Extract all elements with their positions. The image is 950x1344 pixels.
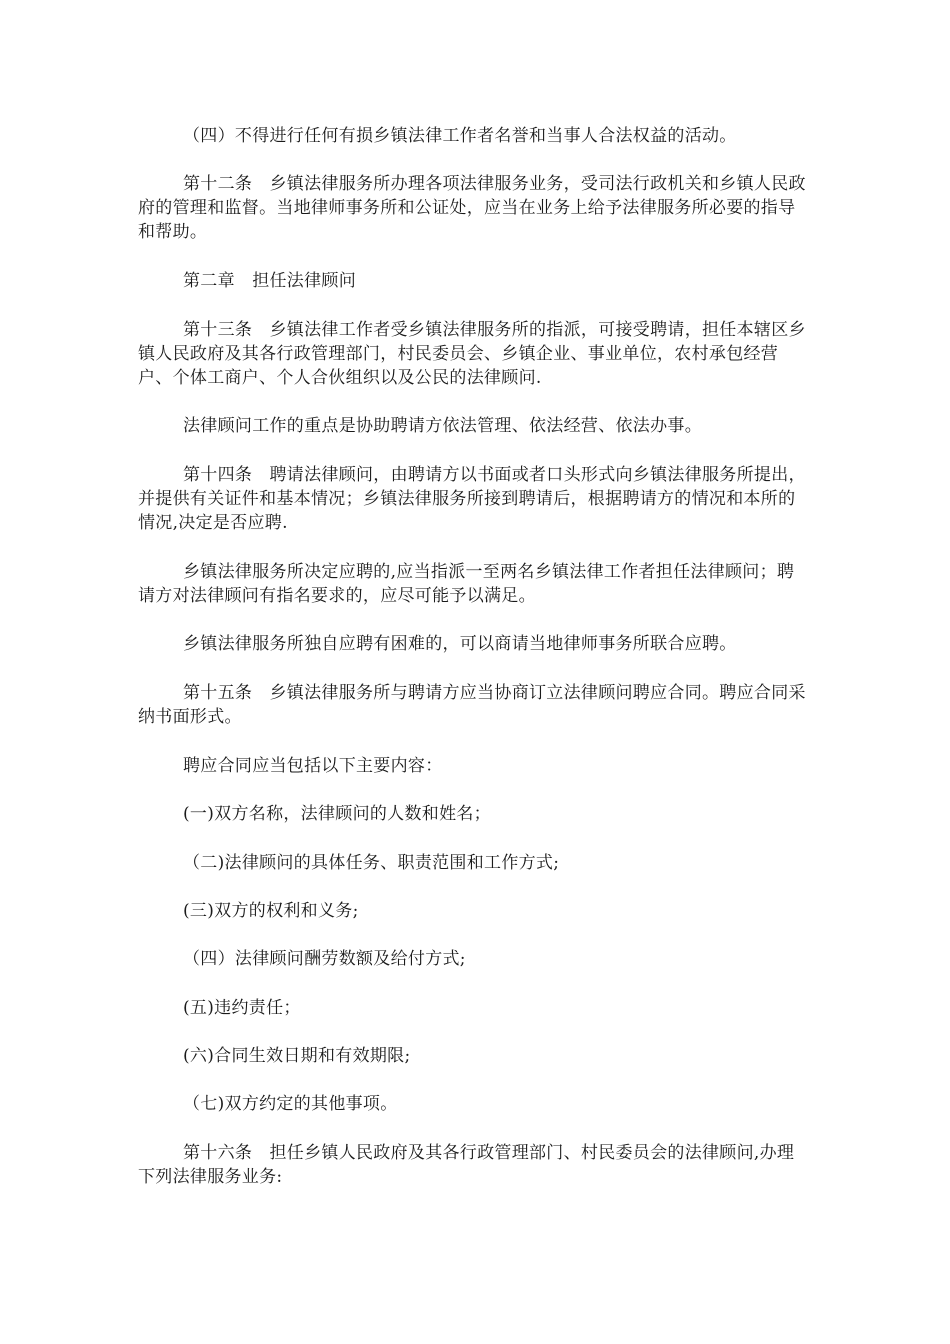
paragraph: 第十四条 聘请法律顾问，由聘请方以书面或者口头形式向乡镇法律服务所提出，并提供有关证件和基本情况；乡镇法律服务所接到聘请后，根据聘请方的情况和本所的情况,决定是否应聘.: [138, 465, 806, 533]
list-item: （七)双方约定的其他事项。: [183, 1094, 398, 1114]
paragraph: 第十三条 乡镇法律工作者受乡镇法律服务所的指派，可接受聘请，担任本辖区乡镇人民政府及其各行政管理部门，村民委员会、乡镇企业、事业单位，农村承包经营户、个体工商户、个人合伙组织以及公民的法律顾问.: [138, 320, 806, 388]
list-item: （四）法律顾问酬劳数额及给付方式;: [183, 949, 466, 969]
paragraph: 聘应合同应当包括以下主要内容：: [183, 756, 443, 776]
list-item: (一)双方名称，法律顾问的人数和姓名；: [183, 804, 491, 824]
list-item: (三)双方的权利和义务;: [183, 901, 359, 921]
paragraph: （四）不得进行任何有损乡镇法律工作者名誉和当事人合法权益的活动。: [183, 126, 737, 146]
paragraph: 乡镇法律服务所独自应聘有困难的，可以商请当地律师事务所联合应聘。: [183, 634, 737, 654]
list-item: （二)法律顾问的具体任务、职责范围和工作方式;: [183, 853, 560, 873]
paragraph: 第十二条 乡镇法律服务所办理各项法律服务业务，受司法行政机关和乡镇人民政府的管理和监督。当地律师事务所和公证处，应当在业务上给予法律服务所必要的指导和帮助。: [138, 174, 806, 242]
paragraph: 乡镇法律服务所决定应聘的,应当指派一至两名乡镇法律工作者担任法律顾问；聘请方对法律顾问有指名要求的，应尽可能予以满足。: [138, 562, 795, 606]
paragraph: 第十五条 乡镇法律服务所与聘请方应当协商订立法律顾问聘应合同。聘应合同采纳书面形式。: [138, 683, 806, 727]
list-item: (六)合同生效日期和有效期限;: [183, 1046, 411, 1066]
list-item: (五)违约责任；: [183, 998, 301, 1018]
paragraph: 法律顾问工作的重点是协助聘请方依法管理、依法经营、依法办事。: [183, 416, 702, 436]
chapter-heading: 第二章 担任法律顾问: [183, 271, 356, 291]
paragraph: 第十六条 担任乡镇人民政府及其各行政管理部门、村民委员会的法律顾问,办理下列法律服务业务:: [138, 1143, 795, 1187]
